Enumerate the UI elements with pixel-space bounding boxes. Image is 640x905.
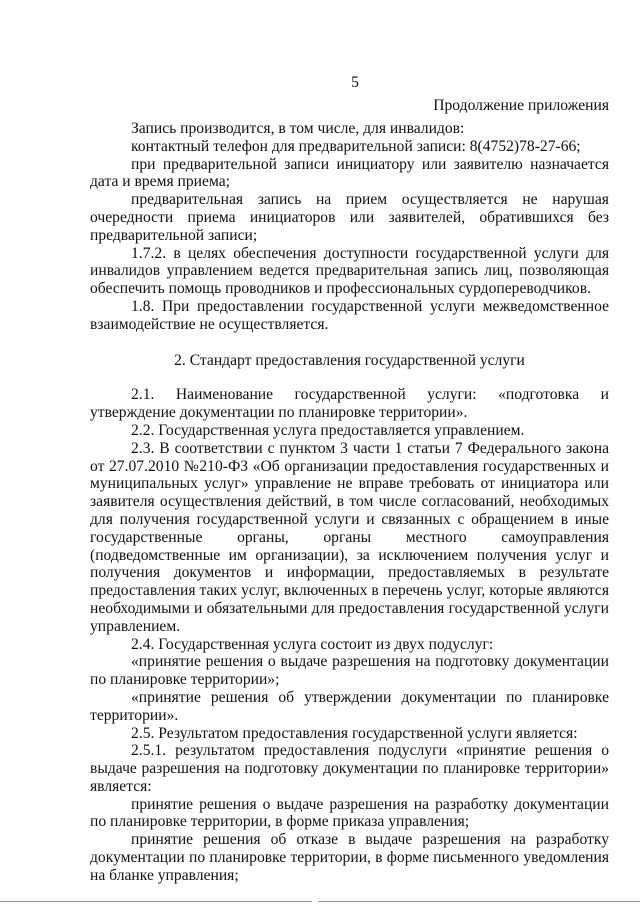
paragraph-registration-intro: Запись производится, в том числе, для инвалидов:: [131, 120, 465, 137]
paragraph-1-8: 1.8. При предоставлении государственной услуги межведомственное взаимодействие не осуществляется.: [90, 297, 609, 333]
paragraph-2-5: 2.5. Результатом предоставления государственной услуги является:: [131, 724, 578, 742]
paragraph-1-7-2: 1.7.2. в целях обеспечения доступности государственной услуги для инвалидов управлением ведется предварительная запись лиц, позволяющая обеспечить помощь проводников и профессиональных сурдопереводчиков.: [90, 244, 609, 298]
paragraph-appointment-date: при предварительной записи инициатору или заявителю назначается дата и время приема;: [90, 155, 609, 191]
paragraph-2-3: 2.3. В соответствии с пунктом 3 части 1 статьи 7 Федерального закона от 27.07.2010 №210-ФЗ «Об организации предоставления государственных и муниципальных услуг» управление не вправе требовать от инициатора или заявителя осуществления действий, в том числе согласований, необходимых для получения государственной услуги и связанных с обращением в иные государственные органы, органы местного самоуправления (подведомственные им организации), за исключением получения услуг и получения документов и информации, предоставляемых в результате предоставления таких услуг, включенных в перечень услуг, которые являются необходимыми и обязательными для предоставления государственной услуги управлением.: [90, 439, 609, 635]
paragraph-decision-refusal: принятие решения об отказе в выдаче разрешения на разработку документации по планировке территории, в форме письменного уведомления на бланке управления;: [90, 831, 609, 884]
paragraph-2-5-1: 2.5.1. результатом предоставления подуслуги «принятие решения о выдаче разрешения на подготовку документации по планировке территории» является:: [90, 742, 609, 795]
scan-edge-line-right: [318, 901, 640, 902]
paragraph-2-1: 2.1. Наименование государственной услуги: «подготовка и утверждение документации по планировке территории».: [90, 386, 609, 422]
page-number: 5: [351, 74, 359, 91]
appendix-continuation-note: Продолжение приложения: [433, 97, 609, 114]
paragraph-decision-issue: принятие решения о выдаче разрешения на разработку документации по планировке территории, в форме приказа управления;: [90, 795, 609, 831]
document-body: [90, 120, 609, 885]
paragraph-subservice-1: «принятие решения о выдаче разрешения на подготовку документации по планировке территории»;: [90, 653, 609, 689]
paragraph-2-2: 2.2. Государственная услуга предоставляется управлением.: [131, 421, 525, 439]
paragraph-contact-phone: контактный телефон для предварительной записи: 8(4752)78-27-66;: [131, 137, 581, 155]
paragraph-2-4: 2.4. Государственная услуга состоит из двух подуслуг:: [131, 635, 494, 653]
paragraph-subservice-2: «принятие решения об утверждении документации по планировке территории».: [90, 688, 609, 724]
scan-edge-line-left: [0, 901, 312, 902]
paragraph-queue-order: предварительная запись на прием осуществляется не нарушая очередности приема инициаторов или заявителей, обратившихся без предварительной записи;: [90, 191, 609, 244]
section-heading: 2. Стандарт предоставления государственной услуги: [174, 351, 525, 369]
